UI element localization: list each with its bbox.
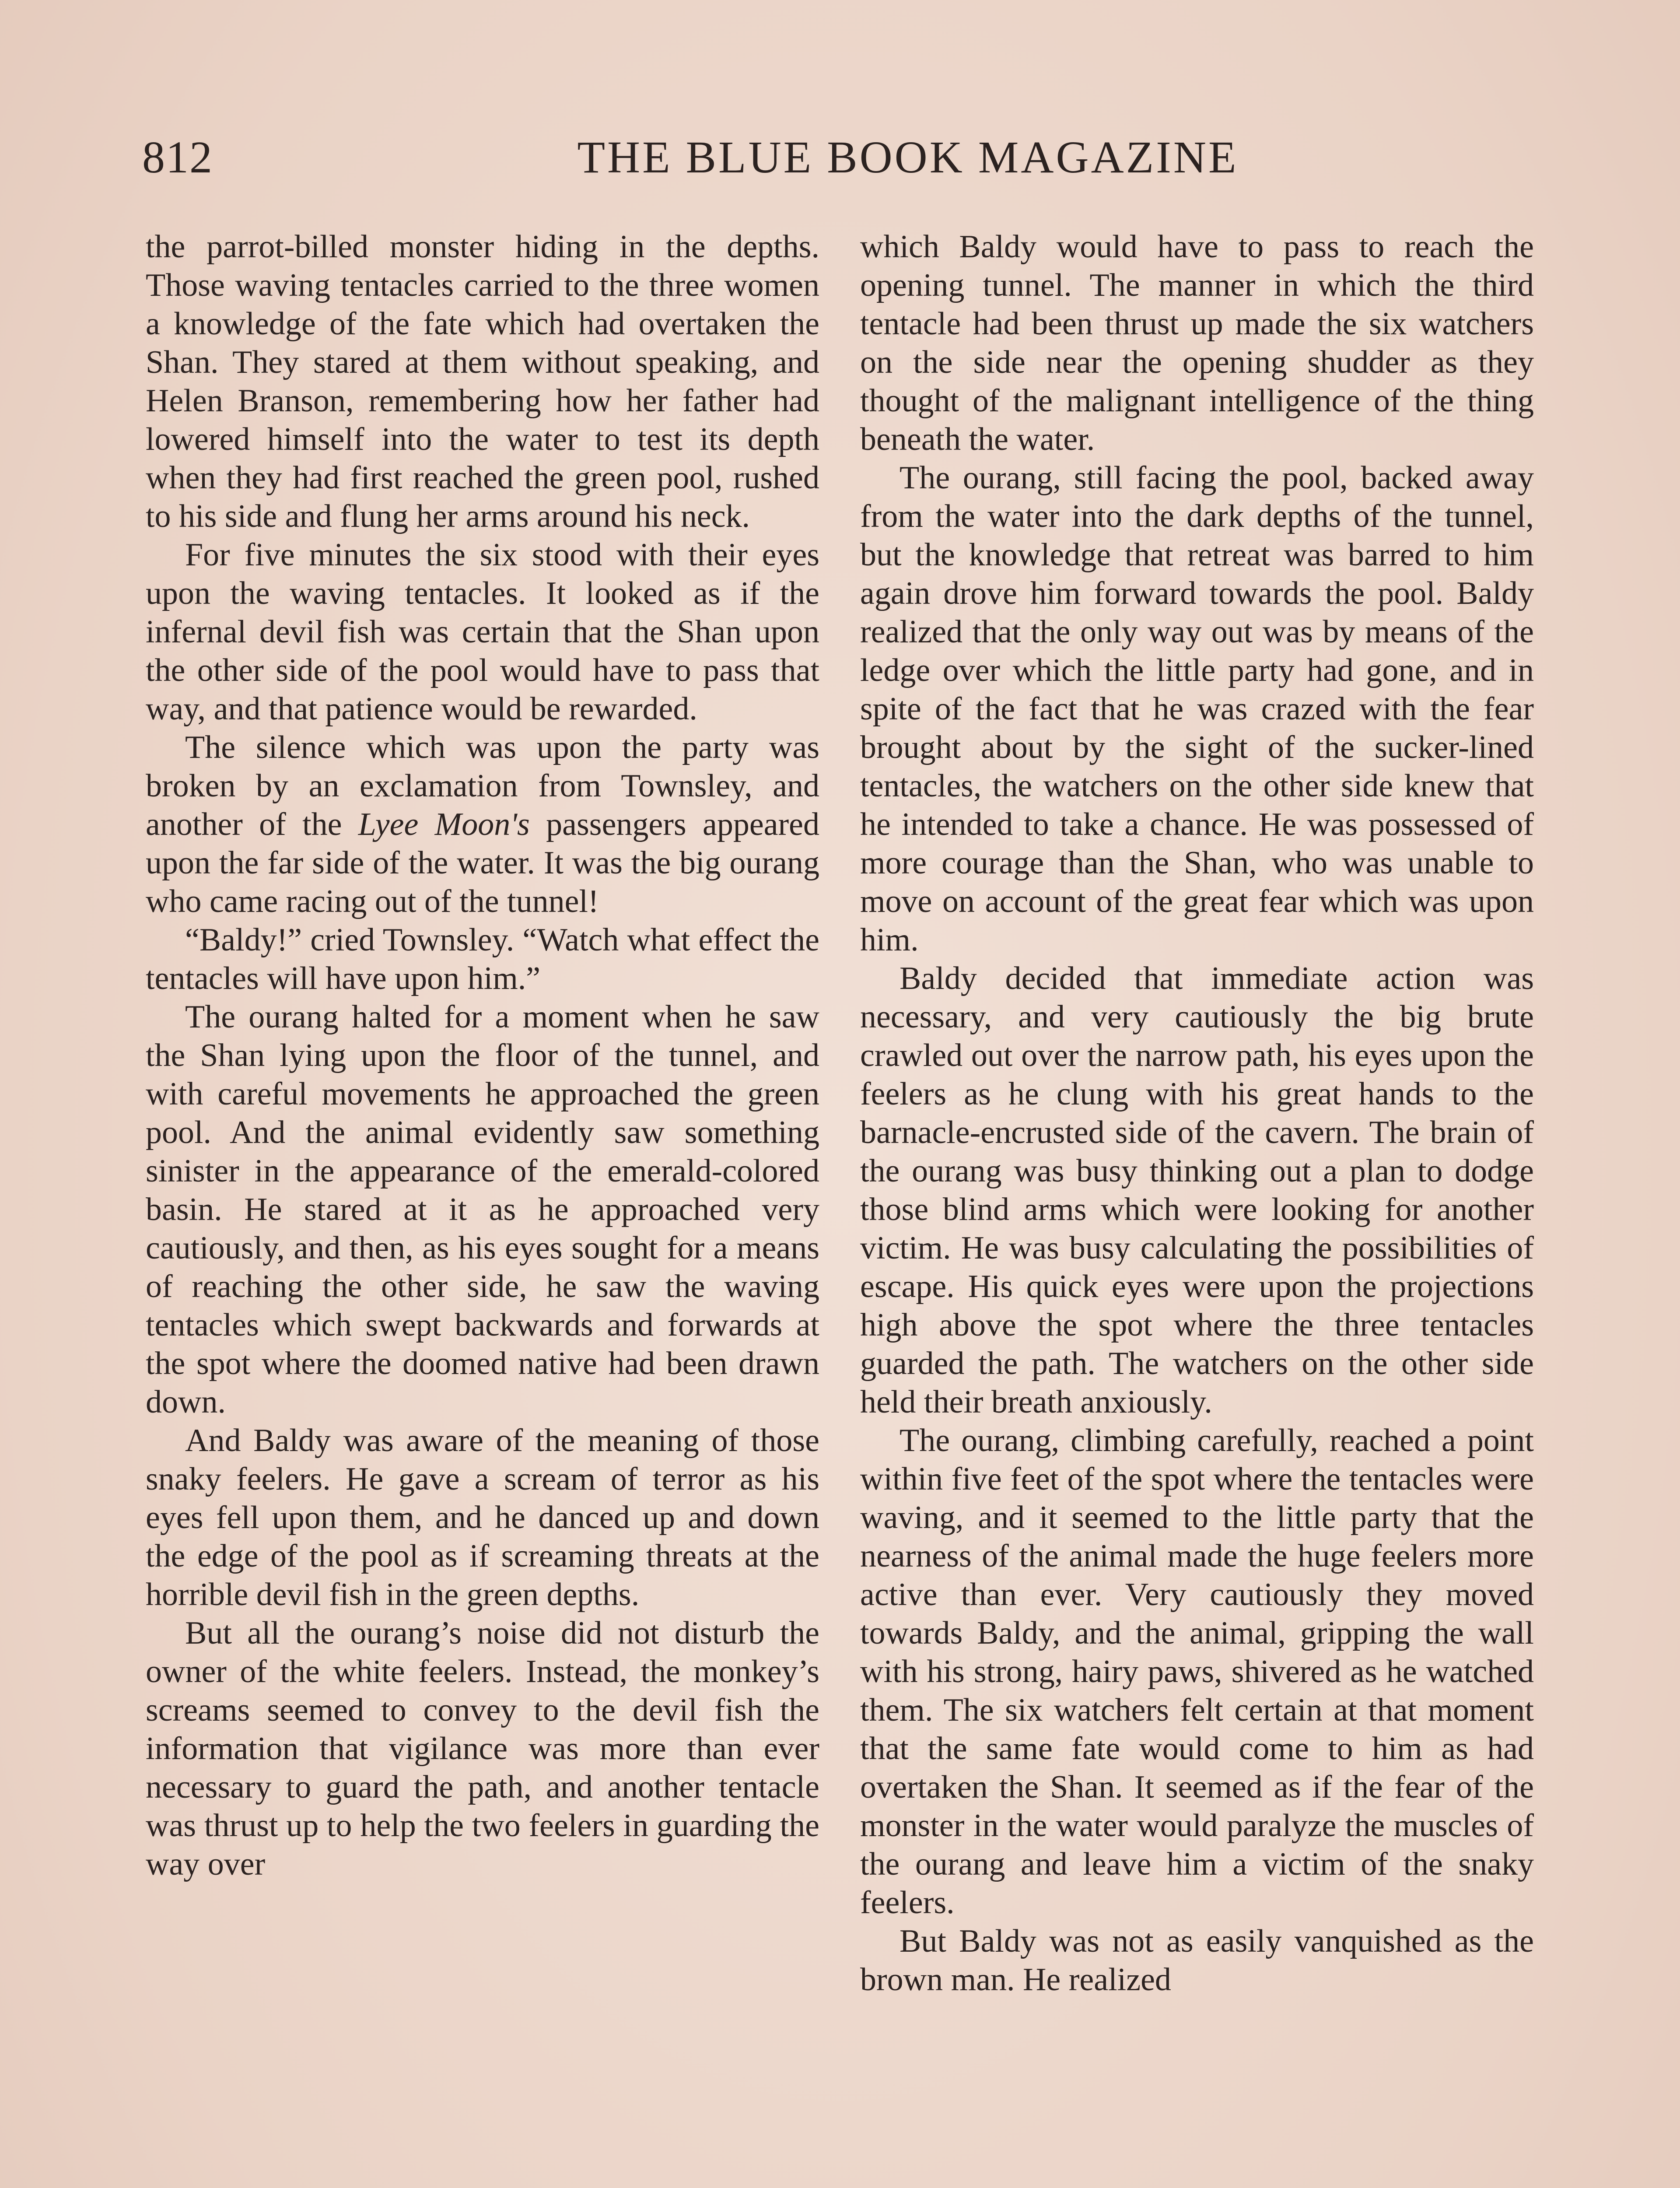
paragraph: And Baldy was aware of the meaning of those snaky feelers. He gave a scream of terror as his eyes fell upon them, and he danced up and down the edge of the pool as if screaming threats at the horrible devil fish in the green depths.	[146, 1423, 819, 1613]
paragraph: The silence which was upon the party was broken by an exclamation from Townsley, and another of the Lyee Moon's passengers appeared upon the far side of the water. It was the big ourang who came racing out of the tunnel!	[146, 729, 819, 919]
paragraph: which Baldy would have to pass to reach the opening tunnel. The manner in which the third tentacle had been thrust up made the six watchers on the side near the opening shudder as they thought of the malignant intelligence of the thing beneath the water.	[860, 229, 1534, 457]
magazine-title: THE BLUE BOOK MAGAZINE	[577, 132, 1239, 182]
page-header	[142, 127, 1542, 193]
paragraph: But all the ourang’s noise did not disturb the owner of the white feelers. Instead, the monkey’s screams seemed to convey to the devil fish the information that vigilance was more than ever necessary to guard the path, and another tentacle was thrust up to help the two feelers in guarding the way over	[146, 1615, 819, 1882]
paragraph: But Baldy was not as easily vanquished as the brown man. He realized	[860, 1923, 1534, 1998]
ship-name: Lyee Moon's	[358, 806, 530, 842]
paragraph: The ourang, still facing the pool, backed away from the water into the dark depths of the tunnel, but the knowledge that retreat was barred to him again drove him forward towards the pool. Baldy realized that the only way out was by means of the ledge over which the little party had gone, and in spite of the fact that he was crazed with the fear brought about by the sight of the sucker-lined tentacles, the watchers on the other side knew that he intended to take a chance. He was possessed of more courage than the Shan, who was unable to move on account of the great fear which was upon him.	[860, 460, 1534, 958]
paragraph: “Baldy!” cried Townsley. “Watch what effect the tentacles will have upon him.”	[146, 922, 819, 996]
right-column	[860, 228, 1534, 1999]
paragraph: Baldy decided that immediate action was necessary, and very cautiously the big brute crawled out over the narrow path, his eyes upon the feelers as he clung with his great hands to the barnacle-encrusted side of the cavern. The brain of the ourang was busy thinking out a plan to dodge those blind arms which were looking for another victim. He was busy calculating the possibilities of escape. His quick eyes were upon the projections high above the spot where the three tentacles guarded the path. The watchers on the other side held their breath anxiously.	[860, 961, 1534, 1420]
paragraph: The ourang halted for a moment when he saw the Shan lying upon the floor of the tunnel, and with careful movements he approached the green pool. And the animal evidently saw something sinister in the appearance of the emerald-colored basin. He stared at it as he approached very cautiously, and then, as his eyes sought for a means of reaching the other side, he saw the waving tentacles which swept backwards and forwards at the spot where the doomed native had been drawn down.	[146, 999, 819, 1420]
paragraph: the parrot-billed monster hiding in the depths. Those waving tentacles carried to the three women a knowledge of the fate which had overtaken the Shan. They stared at them without speaking, and Helen Branson, remembering how her father had lowered himself into the water to test its depth when they had first reached the green pool, rushed to his side and flung her arms around his neck.	[146, 229, 819, 534]
paragraph: For five minutes the six stood with their eyes upon the waving tentacles. It looked as if the infernal devil fish was certain that the Shan upon the other side of the pool would have to pass that way, and that patience would be rewarded.	[146, 537, 819, 727]
left-column	[146, 228, 819, 1883]
page-number: 812	[142, 132, 213, 182]
paragraph: The ourang, climbing carefully, reached a point within five feet of the spot where the tentacles were waving, and it seemed to the little party that the nearness of the animal made the huge feelers more active than ever. Very cautiously they moved towards Baldy, and the animal, gripping the wall with his strong, hairy paws, shivered as he watched them. The six watchers felt certain at that moment that the same fate would come to him as had overtaken the Shan. It seemed as if the fear of the monster in the water would paralyze the muscles of the ourang and leave him a victim of the snaky feelers.	[860, 1423, 1534, 1921]
